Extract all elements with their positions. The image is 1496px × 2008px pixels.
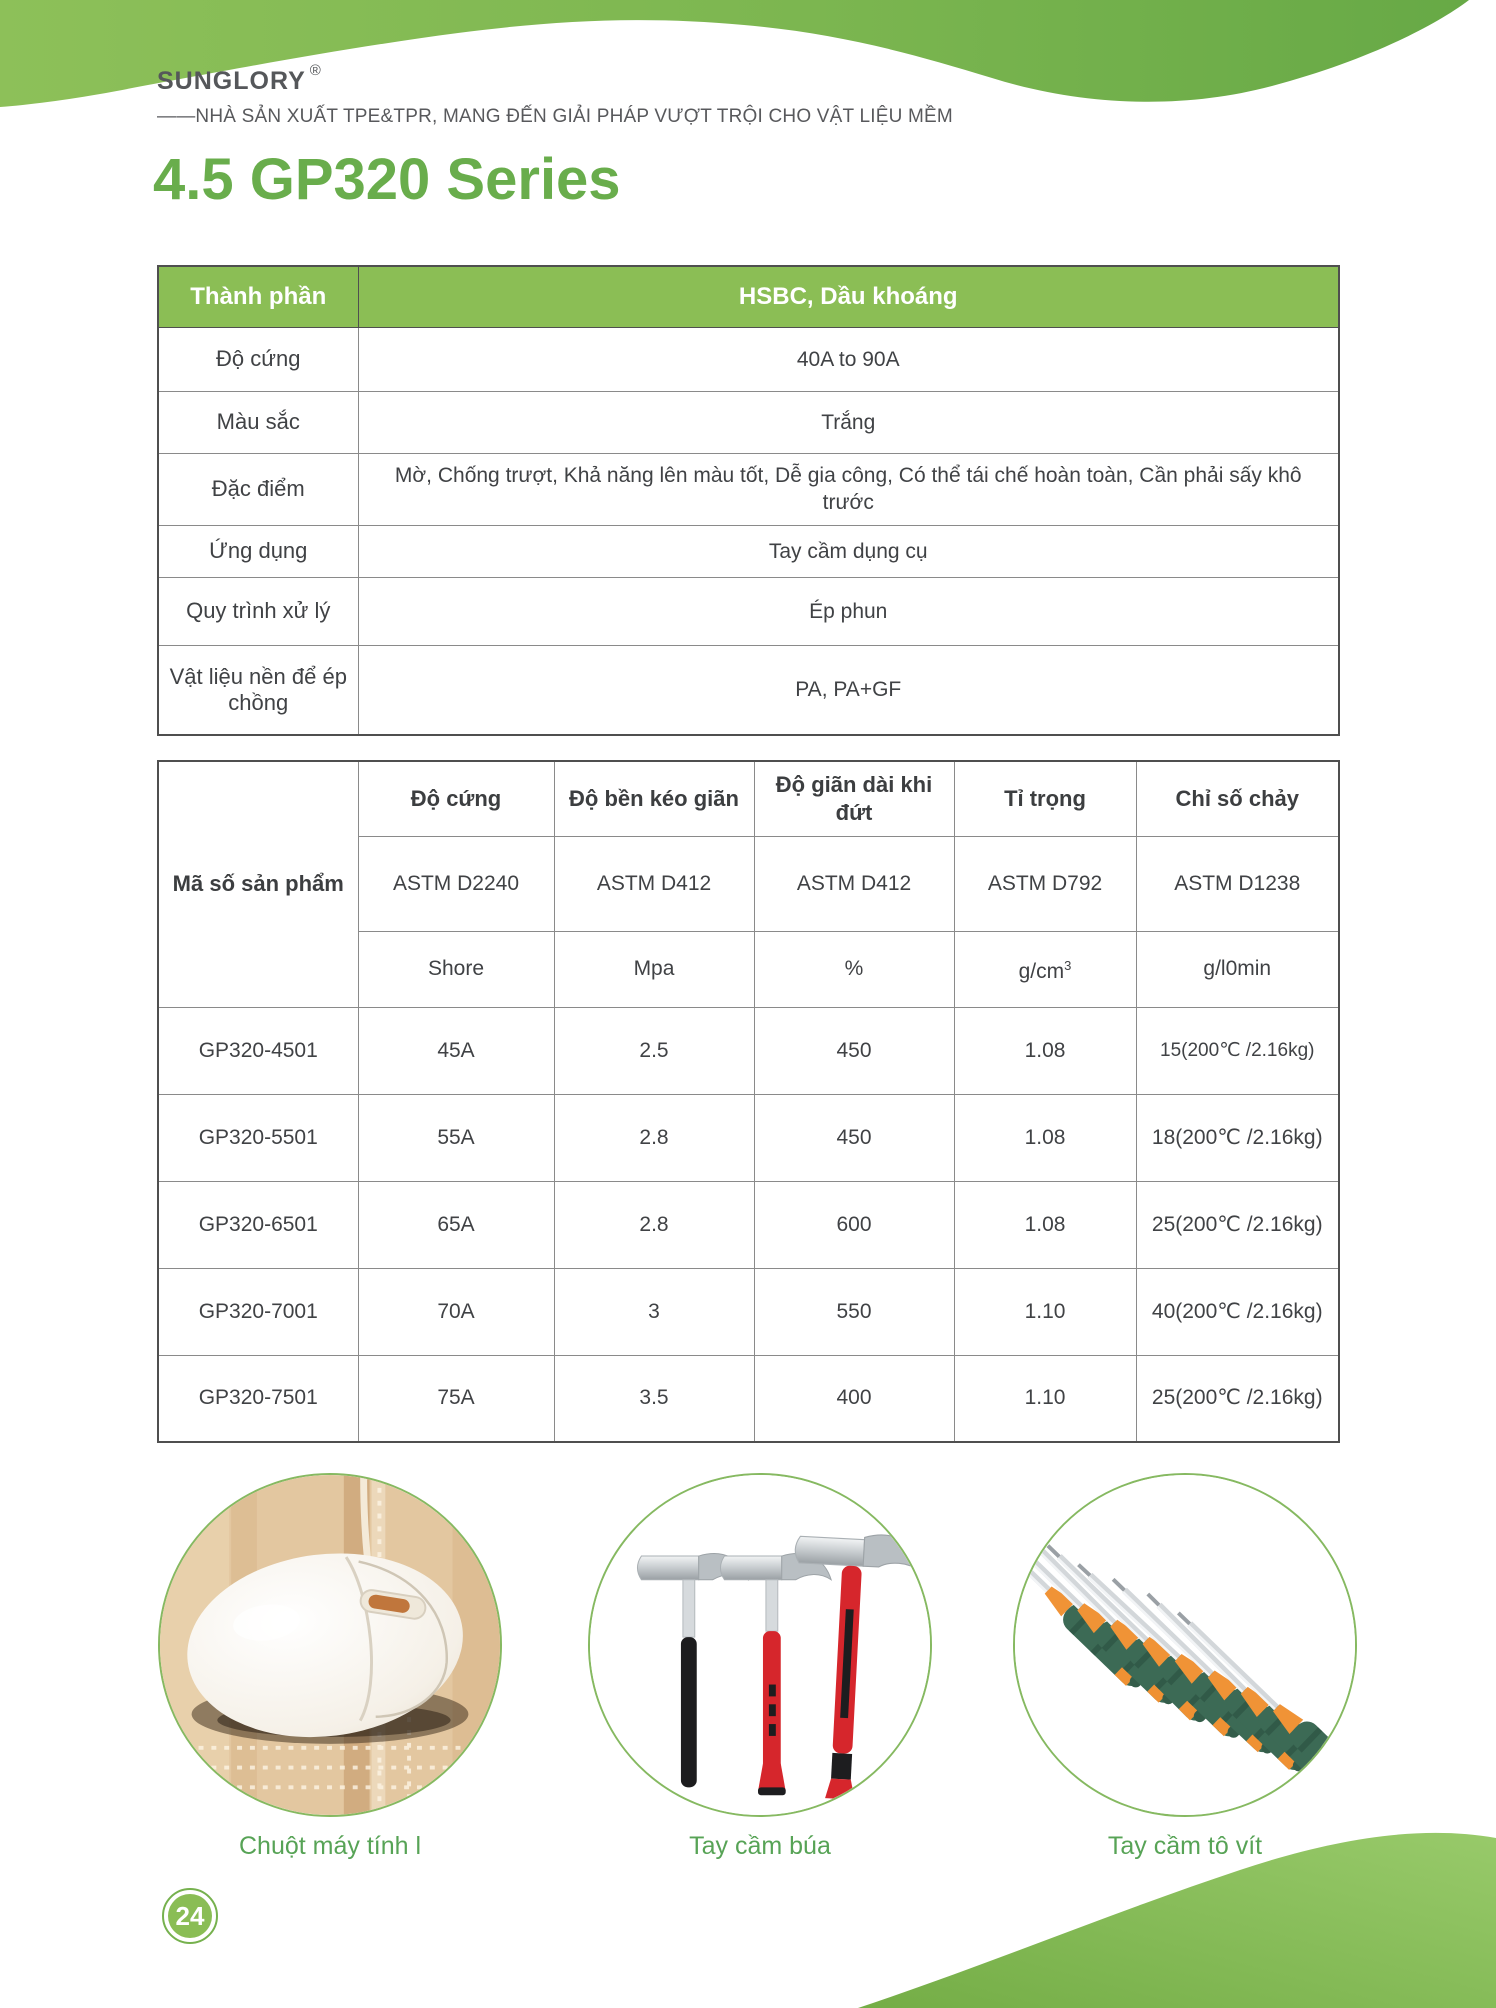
column-header: Chỉ số chảy bbox=[1136, 761, 1339, 836]
product-code: GP320-4501 bbox=[158, 1007, 358, 1094]
page-number: 24 bbox=[168, 1894, 212, 1938]
product-cell: 3.5 bbox=[554, 1355, 754, 1442]
product-cell: 2.8 bbox=[554, 1094, 754, 1181]
product-cell: 450 bbox=[754, 1094, 954, 1181]
product-code: GP320-7001 bbox=[158, 1268, 358, 1355]
caption-screwdrivers: Tay cầm tô vít bbox=[1107, 1832, 1263, 1860]
spec-label: Đặc điểm bbox=[158, 453, 358, 525]
product-cell: 25(200℃ /2.16kg) bbox=[1136, 1355, 1339, 1442]
product-cell: 1.08 bbox=[954, 1007, 1136, 1094]
unit-cell: Mpa bbox=[554, 931, 754, 1007]
spec-value: Tay cầm dụng cụ bbox=[358, 525, 1339, 577]
table-row bbox=[158, 525, 1339, 577]
hammers-image bbox=[588, 1473, 932, 1817]
brand-logo bbox=[157, 62, 322, 96]
page-number-badge bbox=[162, 1888, 218, 1944]
standard-cell: ASTM D2240 bbox=[358, 836, 554, 931]
product-code: GP320-5501 bbox=[158, 1094, 358, 1181]
column-header: Độ cứng bbox=[358, 761, 554, 836]
standard-cell: ASTM D412 bbox=[754, 836, 954, 931]
spec-value: Mờ, Chống trượt, Khả năng lên màu tốt, Dễ gia công, Có thể tái chế hoàn toàn, Cần phải sấy khô trước bbox=[358, 453, 1339, 525]
column-header: Độ giãn dài khi đứt bbox=[754, 761, 954, 836]
product-cell: 2.8 bbox=[554, 1181, 754, 1268]
spec-label: Quy trình xử lý bbox=[158, 577, 358, 645]
column-header: Tỉ trọng bbox=[954, 761, 1136, 836]
product-row-header: Mã số sản phẩm bbox=[158, 761, 358, 1007]
product-code: GP320-7501 bbox=[158, 1355, 358, 1442]
product-cell: 18(200℃ /2.16kg) bbox=[1136, 1094, 1339, 1181]
product-cell: 600 bbox=[754, 1181, 954, 1268]
spec-value: PA, PA+GF bbox=[358, 645, 1339, 735]
product-cell: 550 bbox=[754, 1268, 954, 1355]
screwdrivers-image bbox=[1013, 1473, 1357, 1817]
product-cell: 45A bbox=[358, 1007, 554, 1094]
spec-value: Trắng bbox=[358, 391, 1339, 453]
computer-mouse-image bbox=[158, 1473, 502, 1817]
caption-hammers: Tay cầm búa bbox=[689, 1832, 831, 1860]
product-cell: 1.10 bbox=[954, 1355, 1136, 1442]
product-code: GP320-6501 bbox=[158, 1181, 358, 1268]
product-cell: 15(200℃ /2.16kg) bbox=[1136, 1007, 1339, 1094]
spec-value: Ép phun bbox=[358, 577, 1339, 645]
product-header-row bbox=[158, 761, 1339, 836]
brand-name: SUNGLORY bbox=[157, 67, 306, 95]
table-row bbox=[158, 327, 1339, 391]
standard-cell: ASTM D412 bbox=[554, 836, 754, 931]
product-cell: 70A bbox=[358, 1268, 554, 1355]
spec-label: Độ cứng bbox=[158, 327, 358, 391]
table-row bbox=[158, 1181, 1339, 1268]
product-cell: 40(200℃ /2.16kg) bbox=[1136, 1268, 1339, 1355]
screwdrivers-illustration bbox=[1015, 1475, 1355, 1815]
caption-computer-mouse: Chuột máy tính l bbox=[238, 1832, 422, 1860]
unit-cell: g/l0min bbox=[1136, 931, 1339, 1007]
hammers-illustration bbox=[590, 1475, 930, 1815]
product-cell: 1.10 bbox=[954, 1268, 1136, 1355]
spec-table bbox=[157, 265, 1340, 736]
product-cell: 55A bbox=[358, 1094, 554, 1181]
product-cell: 3 bbox=[554, 1268, 754, 1355]
table-row bbox=[158, 1268, 1339, 1355]
spec-label: Ứng dụng bbox=[158, 525, 358, 577]
table-row bbox=[158, 1355, 1339, 1442]
page-title: 4.5 GP320 Series bbox=[153, 147, 621, 212]
table-row bbox=[158, 391, 1339, 453]
spec-header-row bbox=[158, 266, 1339, 327]
unit-cell: $g/cm^3$ bbox=[954, 931, 1136, 1007]
standard-cell: ASTM D792 bbox=[954, 836, 1136, 931]
product-cell: 1.08 bbox=[954, 1181, 1136, 1268]
product-table bbox=[157, 760, 1340, 1443]
table-row bbox=[158, 1007, 1339, 1094]
spec-header-label: Thành phần bbox=[158, 266, 358, 327]
table-row bbox=[158, 453, 1339, 525]
computer-mouse-illustration bbox=[160, 1475, 500, 1815]
unit-cell: % bbox=[754, 931, 954, 1007]
brand-tagline: ——NHÀ SẢN XUẤT TPE&TPR, MANG ĐẾN GIẢI PHÁP VƯỢT TRỘI CHO VẬT LIỆU MỀM bbox=[157, 106, 953, 127]
registered-mark: ® bbox=[309, 62, 322, 79]
product-cell: 25(200℃ /2.16kg) bbox=[1136, 1181, 1339, 1268]
table-row bbox=[158, 1094, 1339, 1181]
product-cell: 75A bbox=[358, 1355, 554, 1442]
standard-cell: ASTM D1238 bbox=[1136, 836, 1339, 931]
table-row bbox=[158, 645, 1339, 735]
product-cell: 65A bbox=[358, 1181, 554, 1268]
column-header: Độ bền kéo giãn bbox=[554, 761, 754, 836]
spec-label: Màu sắc bbox=[158, 391, 358, 453]
product-cell: 1.08 bbox=[954, 1094, 1136, 1181]
product-cell: 400 bbox=[754, 1355, 954, 1442]
table-row bbox=[158, 577, 1339, 645]
spec-value: 40A to 90A bbox=[358, 327, 1339, 391]
spec-label: Vật liệu nền để ép chồng bbox=[158, 645, 358, 735]
spec-header-value: HSBC, Dầu khoáng bbox=[358, 266, 1339, 327]
product-cell: 450 bbox=[754, 1007, 954, 1094]
product-cell: 2.5 bbox=[554, 1007, 754, 1094]
unit-cell: Shore bbox=[358, 931, 554, 1007]
